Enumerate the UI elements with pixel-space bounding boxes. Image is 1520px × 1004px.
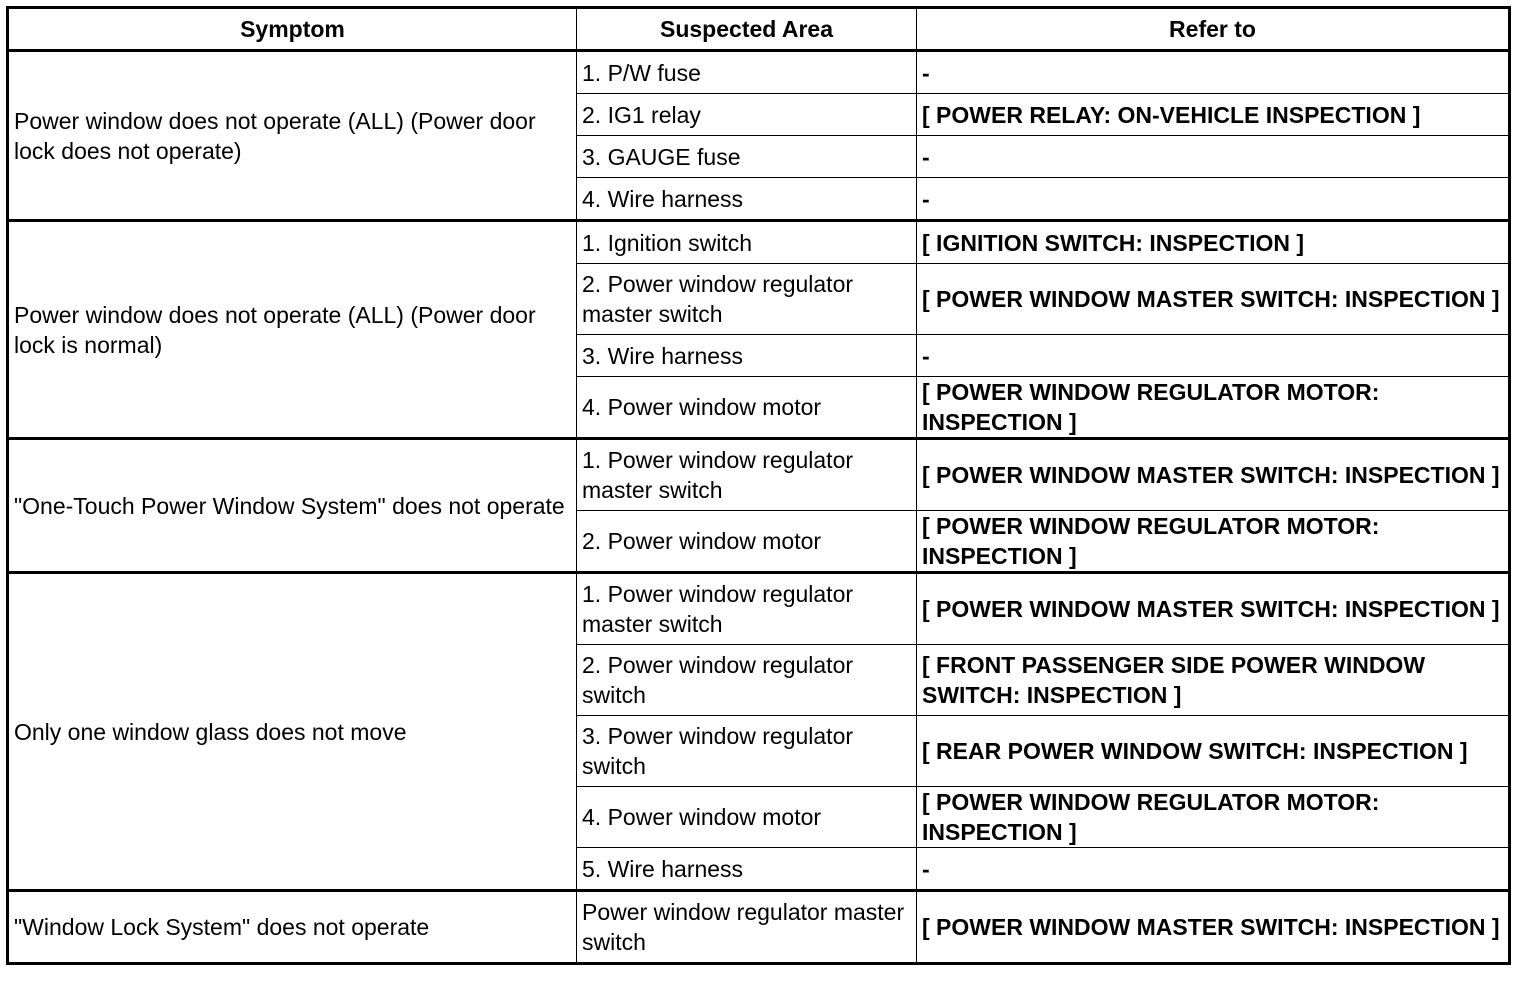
refer-to-cell[interactable]: [ POWER WINDOW REGULATOR MOTOR: INSPECTION ]: [917, 787, 1510, 848]
header-symptom: Symptom: [8, 8, 577, 51]
refer-to-cell[interactable]: [ POWER WINDOW MASTER SWITCH: INSPECTION ]: [917, 573, 1510, 645]
suspected-area-cell: 2. Power window regulator master switch: [577, 264, 917, 335]
symptom-cell: "Window Lock System" does not operate: [8, 891, 577, 964]
suspected-area-cell: Power window regulator master switch: [577, 891, 917, 964]
suspected-area-cell: 4. Power window motor: [577, 377, 917, 439]
suspected-area-cell: 2. IG1 relay: [577, 94, 917, 136]
symptom-cell: "One-Touch Power Window System" does not operate: [8, 439, 577, 573]
symptom-cell: Only one window glass does not move: [8, 573, 577, 891]
table-row: [8, 51, 1510, 94]
suspected-area-cell: 4. Wire harness: [577, 178, 917, 221]
refer-to-cell[interactable]: [ POWER RELAY: ON-VEHICLE INSPECTION ]: [917, 94, 1510, 136]
refer-to-cell[interactable]: [ POWER WINDOW MASTER SWITCH: INSPECTION ]: [917, 891, 1510, 964]
refer-to-cell[interactable]: [ POWER WINDOW REGULATOR MOTOR: INSPECTION ]: [917, 377, 1510, 439]
suspected-area-cell: 1. Power window regulator master switch: [577, 573, 917, 645]
table-row: [8, 891, 1510, 964]
header-row: [8, 8, 1510, 51]
suspected-area-cell: 2. Power window motor: [577, 511, 917, 573]
refer-to-cell[interactable]: [ POWER WINDOW MASTER SWITCH: INSPECTION ]: [917, 264, 1510, 335]
suspected-area-cell: 3. GAUGE fuse: [577, 136, 917, 178]
refer-to-cell: -: [917, 51, 1510, 94]
table-row: [8, 221, 1510, 264]
refer-to-cell: -: [917, 335, 1510, 377]
suspected-area-cell: 3. Wire harness: [577, 335, 917, 377]
suspected-area-cell: 1. P/W fuse: [577, 51, 917, 94]
header-suspected-area: Suspected Area: [577, 8, 917, 51]
refer-to-cell[interactable]: [ FRONT PASSENGER SIDE POWER WINDOW SWITCH: INSPECTION ]: [917, 645, 1510, 716]
troubleshooting-table: [6, 6, 1511, 965]
symptom-cell: Power window does not operate (ALL) (Power door lock does not operate): [8, 51, 577, 221]
table-body: [8, 51, 1510, 964]
refer-to-cell[interactable]: [ REAR POWER WINDOW SWITCH: INSPECTION ]: [917, 716, 1510, 787]
suspected-area-cell: 4. Power window motor: [577, 787, 917, 848]
symptom-cell: Power window does not operate (ALL) (Power door lock is normal): [8, 221, 577, 439]
table-row: [8, 439, 1510, 511]
refer-to-cell: -: [917, 178, 1510, 221]
refer-to-cell[interactable]: [ POWER WINDOW REGULATOR MOTOR: INSPECTION ]: [917, 511, 1510, 573]
table-row: [8, 573, 1510, 645]
suspected-area-cell: 5. Wire harness: [577, 848, 917, 891]
suspected-area-cell: 1. Power window regulator master switch: [577, 439, 917, 511]
suspected-area-cell: 2. Power window regulator switch: [577, 645, 917, 716]
suspected-area-cell: 1. Ignition switch: [577, 221, 917, 264]
refer-to-cell: -: [917, 136, 1510, 178]
refer-to-cell[interactable]: [ POWER WINDOW MASTER SWITCH: INSPECTION ]: [917, 439, 1510, 511]
refer-to-cell[interactable]: [ IGNITION SWITCH: INSPECTION ]: [917, 221, 1510, 264]
suspected-area-cell: 3. Power window regulator switch: [577, 716, 917, 787]
header-refer-to: Refer to: [917, 8, 1510, 51]
refer-to-cell: -: [917, 848, 1510, 891]
